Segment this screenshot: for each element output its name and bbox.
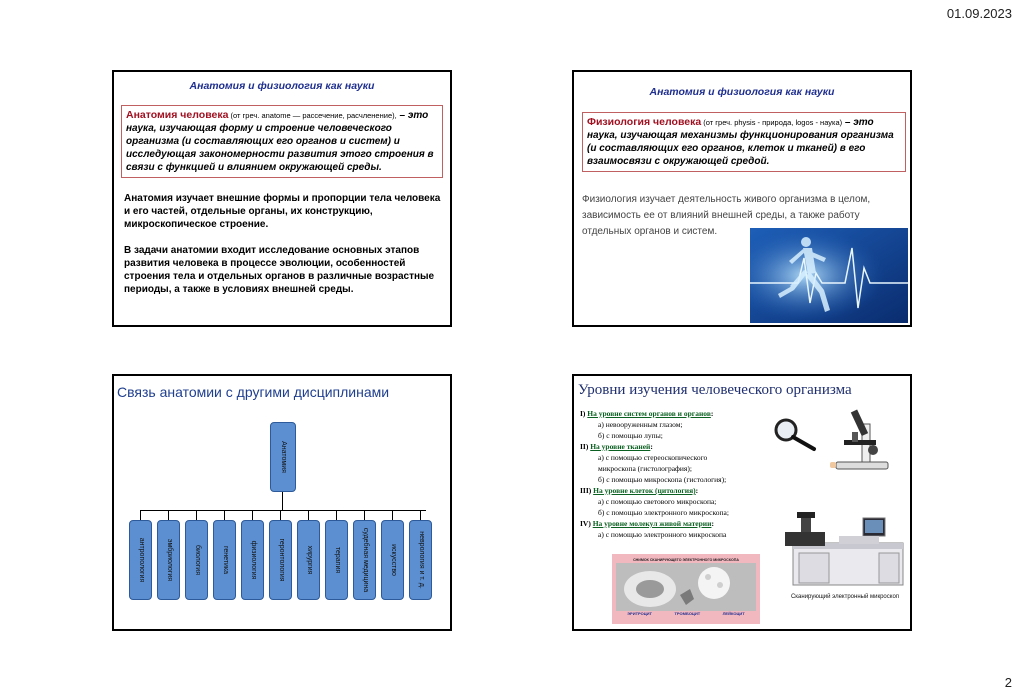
slide-title: Анатомия и физиология как науки xyxy=(189,80,375,92)
discipline-box xyxy=(409,520,432,600)
level-heading: IV) На уровне молекул живой материи: xyxy=(580,519,714,528)
discipline-box xyxy=(381,520,404,600)
discipline-box xyxy=(297,520,320,600)
discipline-label: судебная медицина xyxy=(361,527,369,593)
connector-line xyxy=(280,510,281,520)
discipline-box xyxy=(241,520,264,600)
anatomy-paragraph-2: В задачи анатомии входит исследование основных этапов развития человека в процессе эволюции, особенностей строения тела и отдельных органов в различные возрастные периоды, а также в условиях внешней среды. xyxy=(124,245,435,295)
levels-list xyxy=(580,408,775,540)
level-item: а) с помощью электронного микроскопа xyxy=(598,530,727,539)
anatomy-root-box xyxy=(270,422,296,492)
connector-line xyxy=(364,510,365,520)
discipline-label: неврология и т. д. xyxy=(417,531,425,589)
level-heading: III) На уровне клеток (цитология): xyxy=(580,486,699,495)
slide-disciplines xyxy=(112,374,452,631)
level-item: микроскопа (гистолография); xyxy=(598,464,692,473)
slide-anatomy xyxy=(112,70,452,327)
discipline-box xyxy=(269,520,292,600)
discipline-box xyxy=(353,520,376,600)
connector-line xyxy=(168,510,169,520)
slide-levels xyxy=(572,374,912,631)
sample-dot xyxy=(830,462,836,468)
page-number: 2 xyxy=(1004,675,1012,690)
level-item: б) с помощью лупы; xyxy=(598,431,663,440)
connector-line xyxy=(282,492,283,510)
connector-line xyxy=(336,510,337,520)
scanning-electron-microscope-icon xyxy=(779,498,909,593)
connector-line xyxy=(140,510,141,520)
physiology-definition: – это наука, изучающая механизмы функционирования организма (и составляющих его органов, клеток и тканей) в его взаимосвязи с окружающей средой. xyxy=(587,117,894,167)
magnifier-icon xyxy=(772,416,818,452)
anatomy-origin: (от греч. anatome — рассечение, расчленение), xyxy=(228,111,397,120)
sem-caption: СНИМОК СКАНИРУЮЩЕГО ЭЛЕКТРОННОГО МИКРОСКОПА xyxy=(633,558,739,562)
running-body-heartbeat-image xyxy=(750,228,908,323)
physiology-origin: (от греч. physis - природа, logos - наука) xyxy=(701,118,843,127)
discipline-label: антропология xyxy=(137,537,145,583)
discipline-label: искусство xyxy=(389,544,397,576)
level-item: а) с помощью стереоскопического xyxy=(598,453,708,462)
discipline-box xyxy=(157,520,180,600)
level-heading: II) На уровне тканей: xyxy=(580,442,653,451)
anatomy-paragraph-1: Анатомия изучает внешние формы и пропорции тела человека и его частей, отдельные органы, их конструкцию, микроскопическое строение. xyxy=(124,193,441,230)
discipline-box xyxy=(129,520,152,600)
level-item: а) невооруженным глазом; xyxy=(598,420,683,429)
level-item: а) с помощью светового микроскопа; xyxy=(598,497,717,506)
discipline-label: геронтология xyxy=(277,538,285,582)
discipline-label: терапия xyxy=(333,546,341,574)
connector-line xyxy=(196,510,197,520)
slide-title: Уровни изучения человеческого организма xyxy=(578,382,852,398)
discipline-label: хирургия xyxy=(305,545,313,575)
level-item: б) с помощью электронного микроскопа; xyxy=(598,508,729,517)
connector-line xyxy=(252,510,253,520)
physiology-term: Физиология человека xyxy=(587,116,702,128)
sem-image-frame xyxy=(612,554,760,624)
sem-label: ЛЕЙКОЦИТ xyxy=(722,611,745,616)
sem-labels xyxy=(616,611,756,616)
connector-line xyxy=(420,510,421,520)
sem-cells-image xyxy=(616,563,756,611)
anatomy-term: Анатомия человека xyxy=(126,109,229,121)
sem-label: ТРОМБОЦИТ xyxy=(674,611,701,616)
page-date: 01.09.2023 xyxy=(946,6,1012,21)
sem-label: ЭРИТРОЦИТ xyxy=(627,611,653,616)
discipline-label: физиология xyxy=(249,540,257,580)
discipline-box xyxy=(213,520,236,600)
connector-line xyxy=(308,510,309,520)
connector-line xyxy=(392,510,393,520)
light-microscope-icon xyxy=(826,404,898,472)
discipline-label: биология xyxy=(193,545,201,575)
discipline-label: генетика xyxy=(221,545,229,575)
slide-title: Связь анатомии с другими дисциплинами xyxy=(117,384,390,400)
anatomy-definition-box xyxy=(121,105,443,178)
discipline-box xyxy=(325,520,348,600)
anatomy-definition: – это наука, изучающая форму и строение человеческого организма (и составляющих его органов и систем) и исследующая закономерности развития этого строения в связи с функцией и влиянием окружающей среды. xyxy=(126,110,434,173)
connector-line xyxy=(140,510,426,511)
discipline-label: эмбриология xyxy=(165,538,173,582)
slide-title: Анатомия и физиология как науки xyxy=(649,86,835,98)
slide-physiology xyxy=(572,70,912,327)
discipline-box xyxy=(185,520,208,600)
anatomy-root-label: Анатомия xyxy=(280,441,287,473)
connector-line xyxy=(224,510,225,520)
physiology-paragraph: Физиология изучает деятельность живого организма в целом, зависимость ее от влияний внешней среды, а также работу отдельных органов и систем. xyxy=(582,194,871,237)
microscope-caption: Сканирующий электронный микроскоп xyxy=(790,594,900,600)
level-item: б) с помощью микроскопа (гистология); xyxy=(598,475,727,484)
physiology-definition-box xyxy=(582,112,906,172)
level-heading: I) На уровне систем органов и органов: xyxy=(580,409,714,418)
